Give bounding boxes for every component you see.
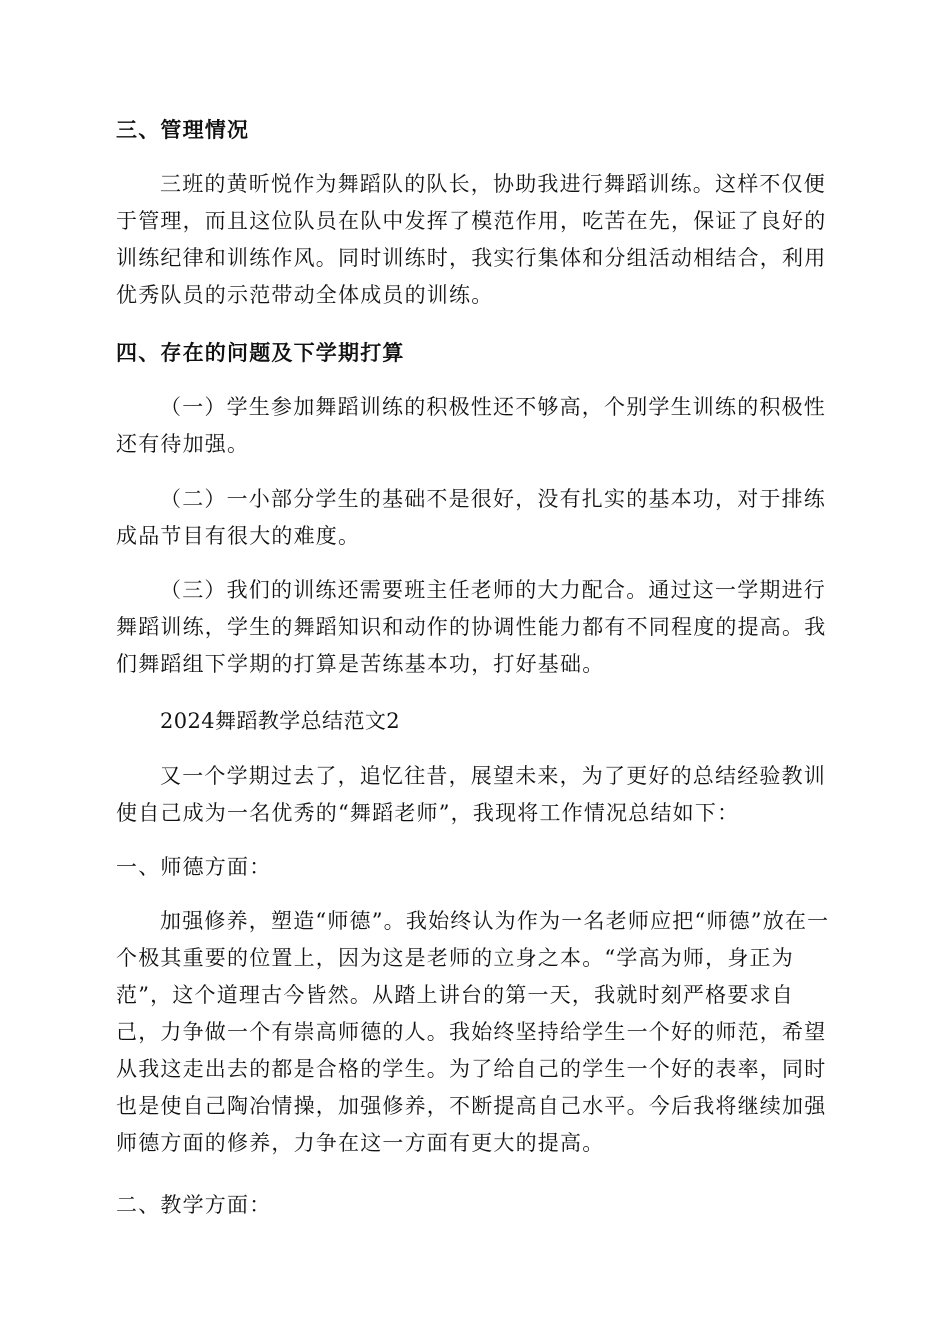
article-title: 2024舞蹈教学总结范文2 xyxy=(160,709,401,733)
article-intro: 又一个学期过去了，追忆往昔，展望未来，为了更好的总结经验教训使自己成为一名优秀的“舞蹈老师”，我现将工作情况总结如下： xyxy=(116,764,826,825)
problem-item-3: （三）我们的训练还需要班主任老师的大力配合。通过这一学期进行舞蹈训练，学生的舞蹈知识和动作的协调性能力都有不同程度的提高。我们舞蹈组下学期的打算是苦练基本功，打好基础。 xyxy=(116,578,827,676)
problem-item-2: （二）一小部分学生的基础不是很好，没有扎实的基本功，对于排练成品节目有很大的难度。 xyxy=(116,487,826,548)
ethics-paragraph: 加强修养，塑造“师德”。我始终认为作为一名老师应把“师德”放在一个极其重要的位置上，因为这是老师的立身之本。“学高为师，身正为范”，这个道理古今皆然。从踏上讲台的第一天，我就时刻严格要求自己，力争做一个有崇高师德的人。我始终坚持给学生一个好的师范，希望从我这走出去的都是合格的学生。为了给自己的学生一个好的表率，同时也是使自己陶冶情操，加强修养，不断提高自己水平。今后我将继续加强师德方面的修养，力争在这一方面有更大的提高。 xyxy=(116,909,830,1155)
problem-item-1: （一）学生参加舞蹈训练的积极性还不够高，个别学生训练的积极性还有待加强。 xyxy=(116,395,826,456)
section-heading-ethics: 一、师德方面： xyxy=(116,855,272,879)
section-heading-teaching: 二、教学方面： xyxy=(116,1193,272,1217)
section-heading-management: 三、管理情况 xyxy=(116,118,250,142)
management-paragraph: 三班的黄昕悦作为舞蹈队的队长，协助我进行舞蹈训练。这样不仅便于管理，而且这位队员在队中发挥了模范作用，吃苦在先，保证了良好的训练纪律和训练作风。同时训练时，我实行集体和分组活动相结合，利用优秀队员的示范带动全体成员的训练。 xyxy=(116,172,827,307)
section-heading-problems-plans: 四、存在的问题及下学期打算 xyxy=(116,341,405,365)
